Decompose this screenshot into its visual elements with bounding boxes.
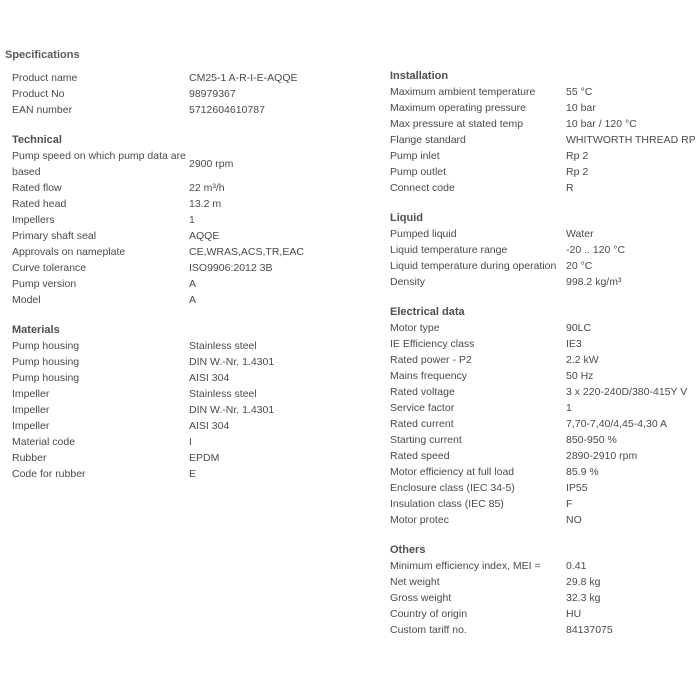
spec-row <box>12 180 372 196</box>
spec-value: CE,WRAS,ACS,TR,EAC <box>189 246 304 258</box>
spec-value: Stainless steel <box>189 388 257 400</box>
spec-value: A <box>189 278 197 290</box>
spec-label: Net weight <box>390 576 440 588</box>
section-materials <box>12 322 372 482</box>
spec-row <box>12 418 372 434</box>
spec-value: R <box>566 182 574 194</box>
spec-row <box>390 164 700 180</box>
spec-label: Connect code <box>390 182 455 194</box>
spec-row <box>12 370 372 386</box>
spec-value: 10 bar / 120 °C <box>566 118 637 130</box>
spec-label: Pump housing <box>12 340 80 352</box>
spec-row <box>390 606 700 622</box>
spec-value: 1 <box>566 402 572 414</box>
spec-value: I <box>189 436 192 448</box>
spec-label: Mains frequency <box>390 370 468 382</box>
spec-label: Liquid temperature range <box>390 244 508 256</box>
spec-row <box>390 400 700 416</box>
spec-label: Custom tariff no. <box>390 624 467 636</box>
spec-value: 10 bar <box>566 102 596 114</box>
spec-value: 85.9 % <box>566 466 599 478</box>
spec-row <box>12 292 372 308</box>
spec-row <box>12 148 372 180</box>
section-general <box>12 70 372 118</box>
spec-value: Water <box>566 228 594 240</box>
spec-label: Insulation class (IEC 85) <box>390 498 504 510</box>
spec-label: Code for rubber <box>12 468 86 480</box>
spec-value: DIN W.-Nr. 1.4301 <box>189 356 275 368</box>
spec-row <box>12 276 372 292</box>
spec-value: EPDM <box>189 452 220 464</box>
spec-label: Pump inlet <box>390 150 440 162</box>
spec-row <box>390 432 700 448</box>
spec-row <box>390 384 700 400</box>
spec-label: Service factor <box>390 402 455 414</box>
spec-value: IP55 <box>566 482 588 494</box>
spec-value: AISI 304 <box>189 420 230 432</box>
section-heading: Electrical data <box>390 306 465 318</box>
spec-label: Country of origin <box>390 608 468 620</box>
spec-label: Max pressure at stated temp <box>390 118 524 130</box>
spec-label: Model <box>12 294 41 306</box>
spec-value: 55 °C <box>566 86 593 98</box>
spec-label: Starting current <box>390 434 462 446</box>
spec-value: 1 <box>189 214 195 226</box>
page-title: Specifications <box>5 49 80 61</box>
spec-value: E <box>189 468 197 480</box>
spec-row <box>390 180 700 196</box>
spec-row <box>390 336 700 352</box>
spec-row <box>390 100 700 116</box>
spec-row <box>390 416 700 432</box>
spec-row <box>12 260 372 276</box>
spec-row <box>12 466 372 482</box>
spec-value: 90LC <box>566 322 592 334</box>
spec-value: 98979367 <box>189 88 236 100</box>
spec-value: 84137075 <box>566 624 613 636</box>
spec-row <box>12 450 372 466</box>
spec-value: CM25-1 A-R-I-E-AQQE <box>189 72 298 84</box>
spec-label: Motor efficiency at full load <box>390 466 515 478</box>
section-heading: Installation <box>390 70 449 82</box>
spec-value: IE3 <box>566 338 582 350</box>
spec-value: 0.41 <box>566 560 587 572</box>
spec-value: NO <box>566 514 582 526</box>
spec-value: 998.2 kg/m³ <box>566 276 622 288</box>
spec-value: ISO9906:2012 3B <box>189 262 273 274</box>
spec-row <box>390 448 700 464</box>
spec-row <box>390 274 700 290</box>
spec-value: Rp 2 <box>566 150 589 162</box>
spec-label: Curve tolerance <box>12 262 87 274</box>
spec-label: Impellers <box>12 214 55 226</box>
section-heading: Others <box>390 544 426 556</box>
spec-row <box>390 148 700 164</box>
spec-row <box>390 480 700 496</box>
spec-label: Product name <box>12 72 78 84</box>
spec-row <box>390 320 700 336</box>
spec-row <box>390 590 700 606</box>
spec-row <box>12 434 372 450</box>
spec-row <box>390 574 700 590</box>
section-liquid <box>390 210 700 290</box>
spec-label: Maximum operating pressure <box>390 102 526 114</box>
spec-row <box>390 368 700 384</box>
spec-row <box>12 386 372 402</box>
spec-row <box>390 512 700 528</box>
spec-label: Gross weight <box>390 592 452 604</box>
spec-row <box>390 84 700 100</box>
spec-row <box>12 354 372 370</box>
spec-label: Pump version <box>12 278 77 290</box>
spec-label: Density <box>390 276 426 288</box>
spec-value: 29.8 kg <box>566 576 601 588</box>
spec-value: A <box>189 294 197 306</box>
section-others <box>390 542 700 638</box>
spec-label: Flange standard <box>390 134 466 146</box>
spec-label: IE Efficiency class <box>390 338 475 350</box>
section-heading: Liquid <box>390 212 423 224</box>
spec-label: Liquid temperature during operation <box>390 260 557 272</box>
spec-row <box>12 402 372 418</box>
spec-row <box>390 622 700 638</box>
spec-row <box>390 558 700 574</box>
spec-label: Rated flow <box>12 182 62 194</box>
spec-value: 850-950 % <box>566 434 617 446</box>
spec-label: Rubber <box>12 452 47 464</box>
spec-value: 22 m³/h <box>189 182 225 194</box>
spec-row <box>390 464 700 480</box>
spec-value: 7,70-7,40/4,45-4,30 A <box>566 418 667 430</box>
left-column <box>12 70 372 496</box>
spec-value: F <box>566 498 573 510</box>
section-technical <box>12 132 372 308</box>
spec-label: Product No <box>12 88 65 100</box>
right-column <box>390 68 700 652</box>
spec-value: 50 Hz <box>566 370 594 382</box>
spec-row <box>390 496 700 512</box>
spec-label: Pump outlet <box>390 166 447 178</box>
spec-value: AISI 304 <box>189 372 230 384</box>
spec-label: Rated speed <box>390 450 450 462</box>
spec-row <box>12 228 372 244</box>
spec-label: Minimum efficiency index, MEI = <box>390 560 541 572</box>
spec-row <box>390 116 700 132</box>
spec-label: Pump speed on which pump data are based <box>12 150 186 178</box>
spec-value: 2.2 kW <box>566 354 599 366</box>
spec-row <box>12 338 372 354</box>
spec-row <box>12 212 372 228</box>
spec-label: Primary shaft seal <box>12 230 97 242</box>
spec-row <box>390 258 700 274</box>
spec-row <box>12 102 372 118</box>
spec-label: Approvals on nameplate <box>12 246 126 258</box>
spec-value: 20 °C <box>566 260 593 272</box>
spec-label: Rated head <box>12 198 67 210</box>
spec-label: Maximum ambient temperature <box>390 86 536 98</box>
spec-value: DIN W.-Nr. 1.4301 <box>189 404 275 416</box>
spec-label: Motor protec <box>390 514 449 526</box>
spec-value: 32.3 kg <box>566 592 601 604</box>
spec-label: Pumped liquid <box>390 228 457 240</box>
section-electrical-data <box>390 304 700 528</box>
spec-value: 5712604610787 <box>189 104 265 116</box>
spec-value: Rp 2 <box>566 166 589 178</box>
section-heading: Technical <box>12 134 62 146</box>
spec-label: Rated power - P2 <box>390 354 472 366</box>
spec-row <box>390 132 700 148</box>
section-heading: Materials <box>12 324 60 336</box>
spec-value: Stainless steel <box>189 340 257 352</box>
spec-label: Pump housing <box>12 372 80 384</box>
spec-label: EAN number <box>12 104 73 116</box>
spec-value: -20 .. 120 °C <box>566 244 626 256</box>
spec-label: Enclosure class (IEC 34-5) <box>390 482 515 494</box>
spec-label: Impeller <box>12 388 50 400</box>
spec-value: 2900 rpm <box>189 158 234 170</box>
spec-row <box>390 226 700 242</box>
spec-row <box>390 242 700 258</box>
spec-row <box>12 196 372 212</box>
spec-label: Impeller <box>12 420 50 432</box>
spec-value: 2890-2910 rpm <box>566 450 638 462</box>
spec-label: Pump housing <box>12 356 80 368</box>
spec-value: WHITWORTH THREAD RP <box>566 134 696 146</box>
spec-label: Rated current <box>390 418 454 430</box>
spec-label: Rated voltage <box>390 386 455 398</box>
spec-label: Impeller <box>12 404 50 416</box>
section-installation <box>390 68 700 196</box>
spec-label: Material code <box>12 436 76 448</box>
spec-value: AQQE <box>189 230 220 242</box>
spec-row <box>12 86 372 102</box>
spec-value: 3 x 220-240D/380-415Y V <box>566 386 688 398</box>
spec-row <box>12 244 372 260</box>
spec-row <box>390 352 700 368</box>
spec-value: 13.2 m <box>189 198 222 210</box>
spec-row <box>12 70 372 86</box>
spec-value: HU <box>566 608 582 620</box>
spec-label: Motor type <box>390 322 440 334</box>
